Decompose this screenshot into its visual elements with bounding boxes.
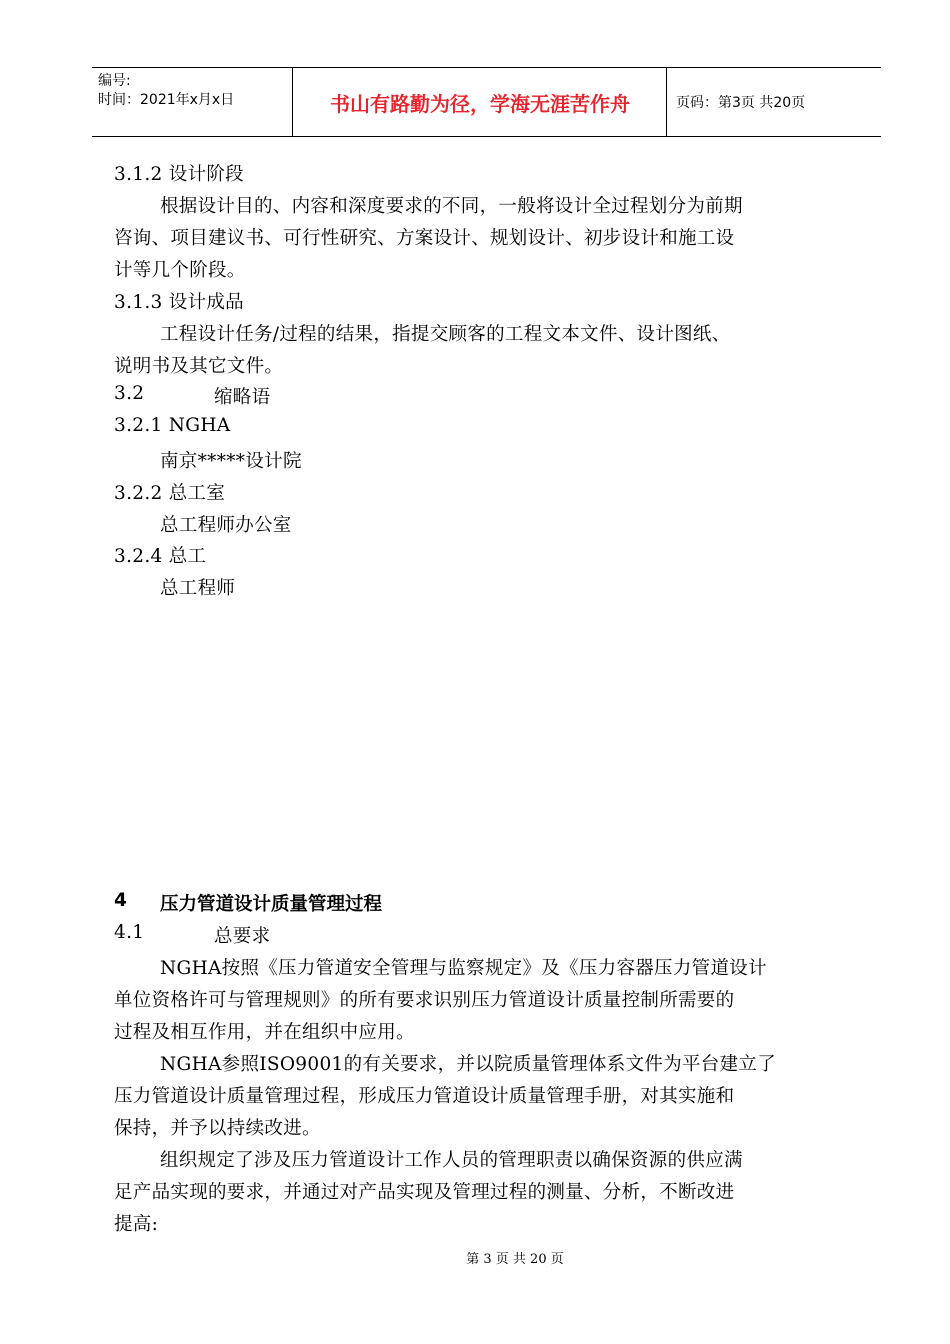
section-3-2-4-title: 3.2.4 总工: [114, 546, 207, 567]
header-meta: [98, 72, 234, 110]
section-4-number: 4: [114, 890, 127, 911]
page-header: [92, 67, 881, 137]
section-3-1-2-text: 根据设计目的、内容和深度要求的不同，一般将设计全过程划分为前期: [160, 196, 743, 217]
paragraph-3-line: 组织规定了涉及压力管道设计工作人员的管理职责以确保资源的供应满: [160, 1150, 743, 1171]
header-page-info: 页码：第3页 共20页: [676, 95, 806, 111]
serial-label: 编号:: [98, 73, 131, 89]
paragraph-2-line: NGHA参照ISO9001的有关要求，并以院质量管理体系文件为平台建立了: [160, 1054, 776, 1075]
section-3-1-2-title: 3.1.2 设计阶段: [114, 164, 244, 185]
paragraph-1-line: 过程及相互作用，并在组织中应用。: [114, 1022, 415, 1043]
section-3-2-1-desc: 南京*****设计院: [160, 451, 302, 472]
section-3-1-3-title: 3.1.3 设计成品: [114, 292, 244, 313]
paragraph-3-line: 提高:: [114, 1214, 159, 1235]
paragraph-2-line: 压力管道设计质量管理过程，形成压力管道设计质量管理手册，对其实施和: [114, 1086, 735, 1107]
section-4-1-number: 4.1: [114, 922, 145, 943]
section-3-2-number: 3.2: [114, 383, 145, 404]
header-motto: 书山有路勤为径，学海无涯苦作舟: [330, 91, 630, 116]
header-divider: [666, 68, 667, 136]
section-3-2-1-title: 3.2.1 NGHA: [114, 415, 231, 436]
paragraph-3-line: 足产品实现的要求，并通过对产品实现及管理过程的测量、分析，不断改进: [114, 1182, 735, 1203]
paragraph-1-line: NGHA按照《压力管道安全管理与监察规定》及《压力容器压力管道设计: [160, 958, 767, 979]
time-label: 时间：2021年x月x日: [98, 92, 235, 108]
section-3-1-2-text: 计等几个阶段。: [114, 260, 246, 281]
header-divider: [292, 68, 293, 136]
section-4-title: 压力管道设计质量管理过程: [160, 894, 383, 915]
section-3-1-3-text: 工程设计任务/过程的结果，指提交顾客的工程文本文件、设计图纸、: [160, 324, 731, 345]
section-3-2-2-title: 3.2.2 总工室: [114, 483, 226, 504]
paragraph-2-line: 保持，并予以持续改进。: [114, 1118, 321, 1139]
page-footer: 第 3 页 共 20 页: [466, 1252, 564, 1267]
paragraph-1-line: 单位资格许可与管理规则》的所有要求识别压力管道设计质量控制所需要的: [114, 990, 735, 1011]
section-3-1-2-text: 咨询、项目建议书、可行性研究、方案设计、规划设计、初步设计和施工设: [114, 228, 735, 249]
section-4-1-title: 总要求: [214, 926, 271, 947]
section-3-1-3-text: 说明书及其它文件。: [114, 356, 284, 377]
section-3-2-4-desc: 总工程师: [160, 578, 236, 599]
section-3-2-title: 缩略语: [214, 387, 271, 408]
section-3-2-2-desc: 总工程师办公室: [160, 515, 292, 536]
